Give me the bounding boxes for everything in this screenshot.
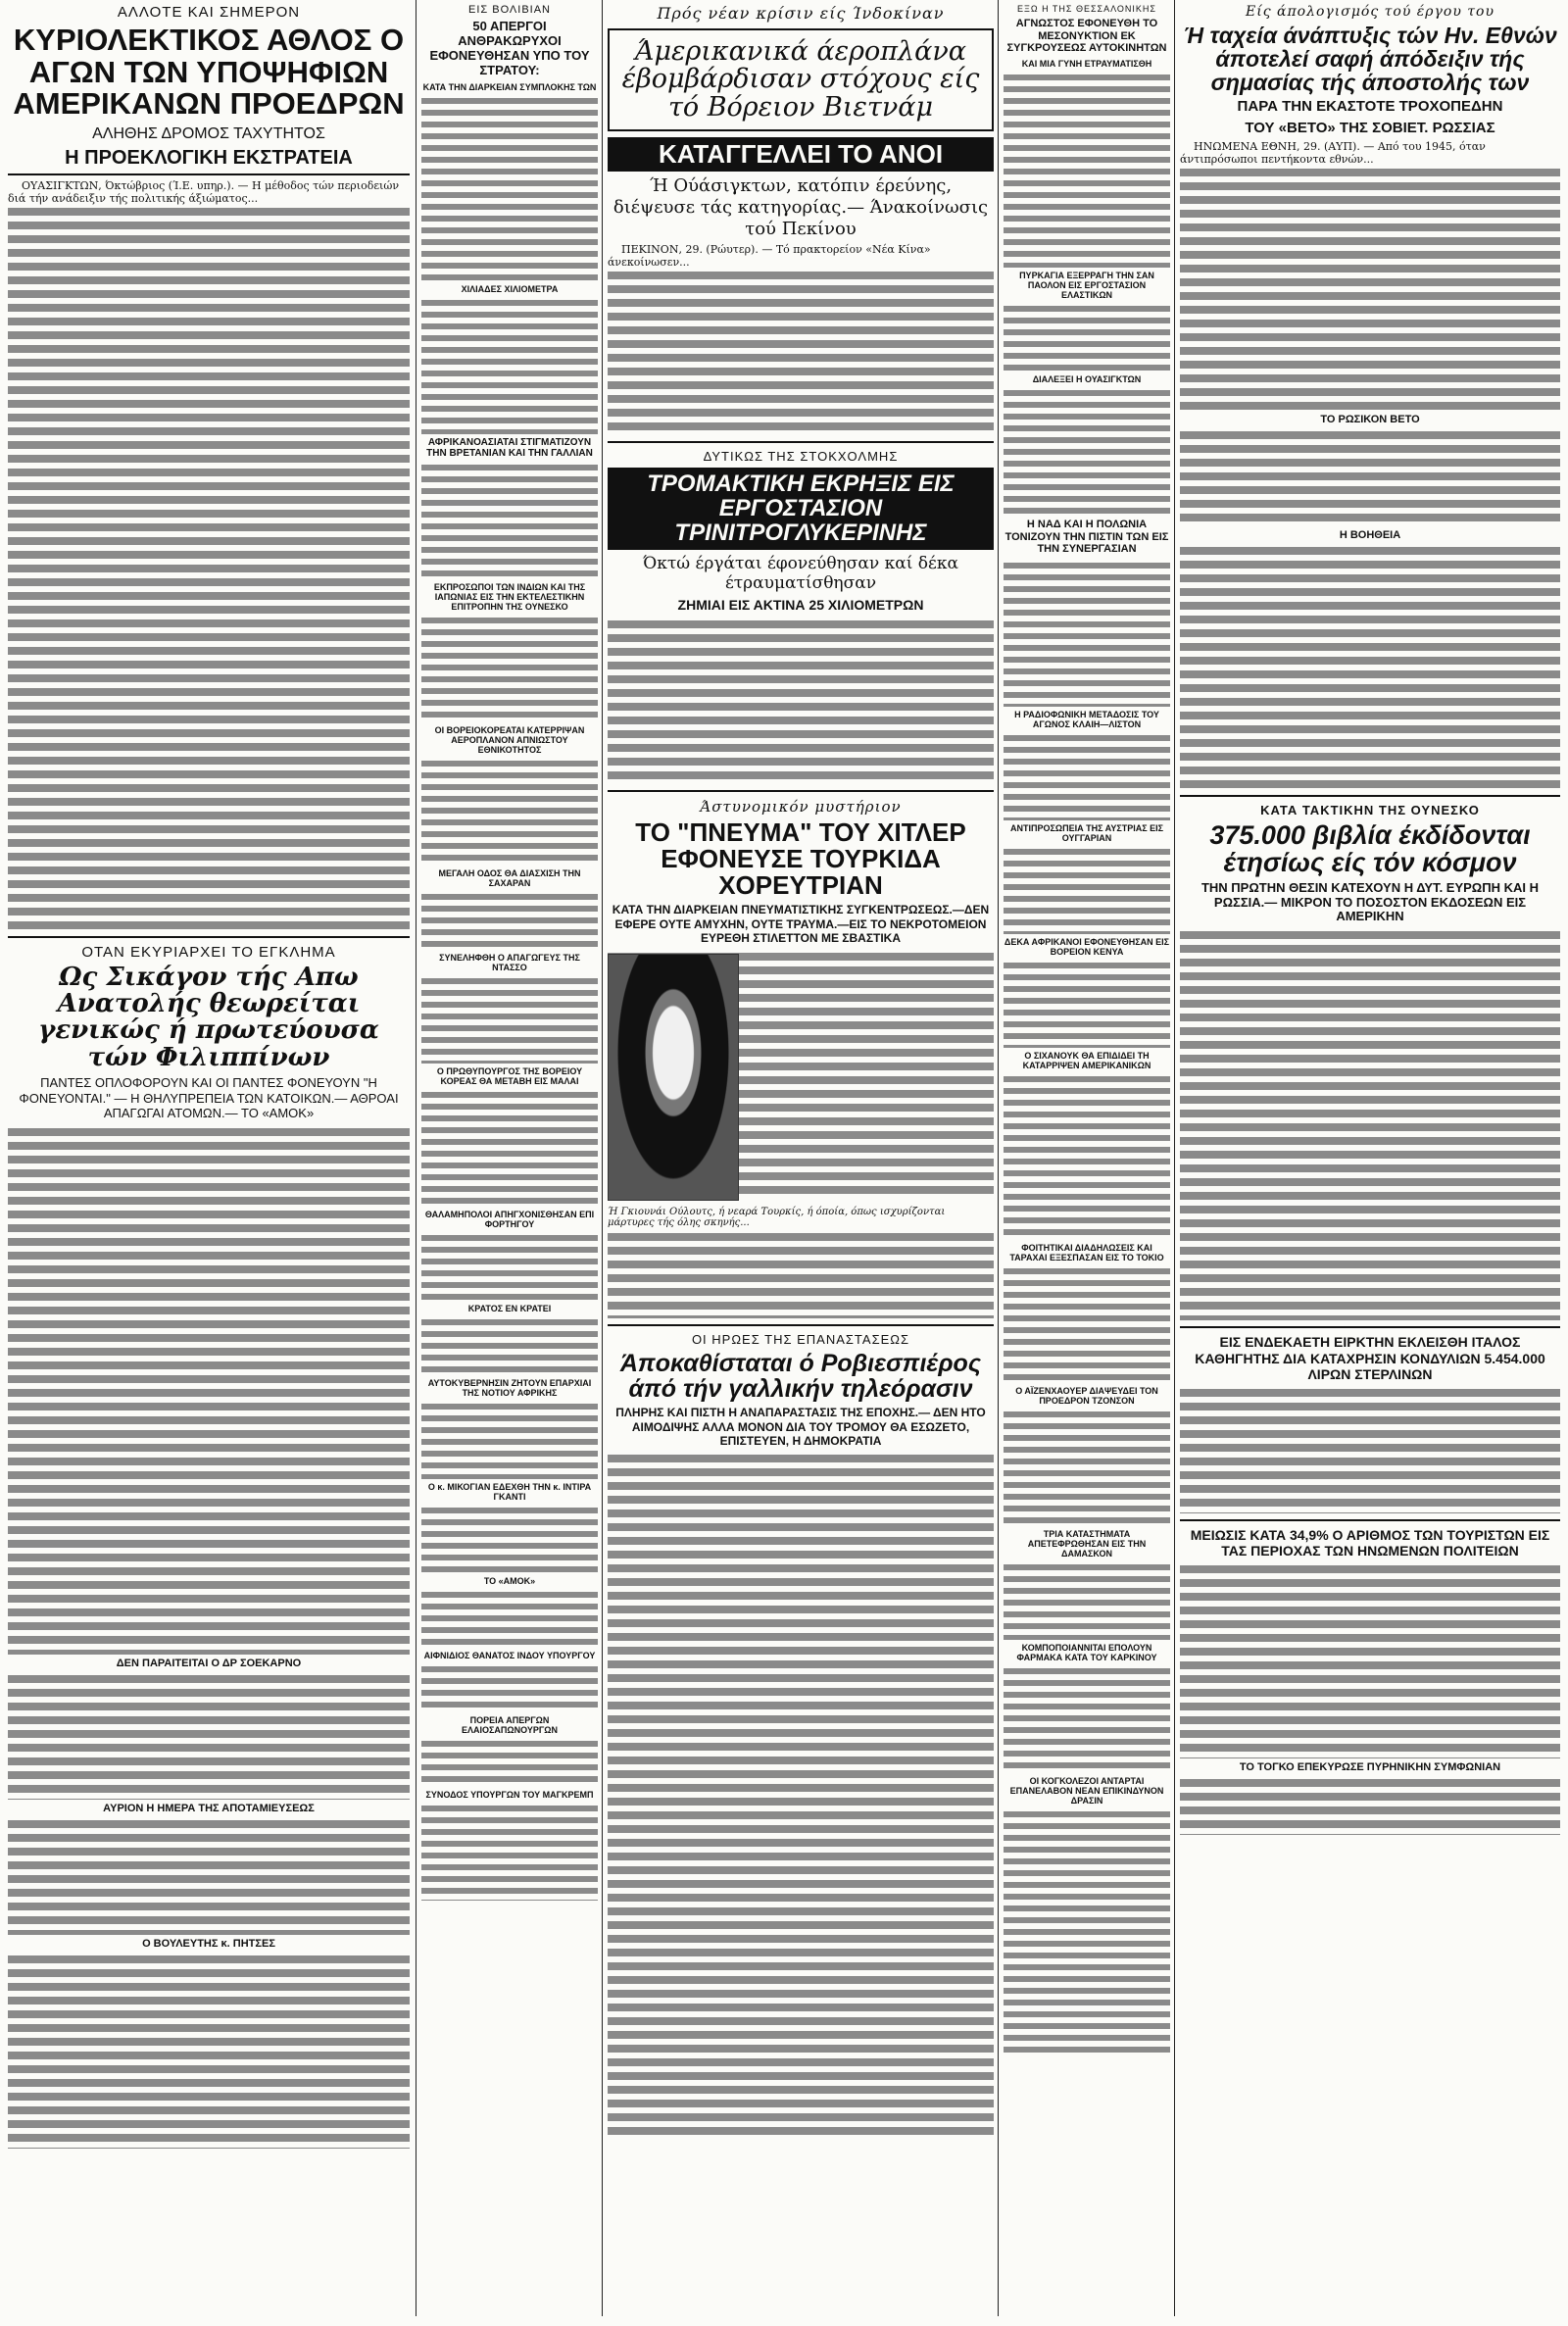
column-1 [8,0,410,2316]
subheadline: Η ΠΡΟΕΚΛΟΓΙΚΗ ΕΚΣΤΡΑΤΕΙΑ [8,147,410,175]
article-body [1004,846,1170,934]
subheadline: Η ΡΑΔΙΟΦΩΝΙΚΗ ΜΕΤΑΔΟΣΙΣ ΤΟΥ ΑΓΩΝΟΣ ΚΛΑΙΗ—ΛΙΣΤΟΝ [1014,709,1159,729]
subheadline: Ο ΒΟΥΛΕΥΤΗΣ κ. ΠΗΤΣΕΣ [142,1937,275,1950]
article-body [421,758,598,866]
headline-italian-professor: ΕΙΣ ΕΝΔΕΚΑΕΤΗ ΕΙΡΚΤΗΝ ΕΚΛΕΙΣΘΗ ΙΤΑΛΟΣ ΚΑΘΗΓΗΤΗΣ ΔΙΑ ΚΑΤΑΧΡΗΣΙΝ ΚΟΝΔΥΛΙΩΝ 5.454.000 ΛΙΡΩΝ ΣΤΕΡΛΙΝΩΝ [1195,1334,1545,1382]
subheadline: ΠΥΡΚΑΓΙΑ ΕΞΕΡΡΑΓΗ ΤΗΝ ΣΑΝ ΠΑΟΛΟΝ ΕΙΣ ΕΡΓΟΣΤΑΣΙΟΝ ΕΛΑΣΤΙΚΩΝ [1019,270,1154,300]
dateline: ΠΕΚΙΝΟΝ, 29. (Ρώυτερ). — Τό πρακτορείον «Νέα Κίνα» άνεκοίνωσεν... [608,243,931,270]
kicker: Πρός νέαν κρίσιν είς Ίνδοκίναν [657,4,945,23]
subheadline: ΔΙΑΛΕΞΕΙ Η ΟΥΑΣΙΓΚΤΩΝ [1032,373,1142,384]
subheadline: ΠΑΝΤΕΣ ΟΠΛΟΦΟΡΟΥΝ ΚΑΙ ΟΙ ΠΑΝΤΕΣ ΦΟΝΕΥΟΥΝ "Η ΦΟΝΕΥΟΝΤΑΙ." — Η ΘΗΛΥΠΡΕΠΕΙΑ ΤΩΝ ΚΑΤΟΙΚΩΝ.— ΑΘΡΟΑΙ ΑΠΑΓΩΓΑΙ ΑΤΟΜΩΝ.— ΤΟ «ΑΜΟΚ» [19,1075,399,1121]
subheadline: ΚΑΤΑ ΤΗΝ ΔΙΑΡΚΕΙΑΝ ΣΥΜΠΛΟΚΗΣ ΤΩΝ [422,81,597,92]
photo-caption: Ή Γκιουνάι Ούλουτς, ή νεαρά Τουρκίς, ή όποία, όπως ισχυρίζονται μάρτυρες τής όλης σκηνής... [608,1206,946,1228]
article-body [8,1672,410,1800]
headline-bolivia: 50 ΑΠΕΡΓΟΙ ΑΝΘΡΑΚΩΡΥΧΟΙ ΕΦΟΝΕΥΘΗΣΑΝ ΥΠΟ ΤΟΥ ΣΤΡΑΤΟΥ: [429,19,590,77]
subheadline: ΤΗΝ ΠΡΩΤΗΝ ΘΕΣΙΝ ΚΑΤΕΧΟΥΝ Η ΔΥΤ. ΕΥΡΩΠΗ ΚΑΙ Η ΡΩΣΣΙΑ.— ΜΙΚΡΟΝ ΤΟ ΠΟΣΟΣΤΟΝ ΕΚΔΟΣΕΩΝ ΕΙΣ ΑΜΕΡΙΚΗΝ [1200,879,1540,924]
article-body [421,95,598,281]
headline-robespierre: Άποκαθίσταται ό Ροβιεσπιέρος άπό τήν γαλλικήν τηλεόρασιν [619,1349,982,1403]
article-body [608,618,994,784]
headline-presidential-race: ΚΥΡΙΟΛΕΚΤΙΚΟΣ ΑΘΛΟΣ Ο ΑΓΩΝ ΤΩΝ ΥΠΟΨΗΦΙΩΝ ΑΜΕΡΙΚΑΝΩΝ ΠΡΟΕΔΡΩΝ [13,23,405,122]
article-body [421,1232,598,1301]
subheadline: ΑΛΗΘΗΣ ΔΡΟΜΟΣ ΤΑΧΥΤΗΤΟΣ [92,124,325,142]
subheadline: ΚΟΜΠΟΠΟΙΑΝΝΙΤΑΙ ΕΠΟΛΟΥΝ ΦΑΡΜΑΚΑ ΚΑΤΑ ΤΟΥ ΚΑΡΚΙΝΟΥ [1016,1642,1157,1662]
column-4 [1004,0,1170,2316]
article-body [421,975,598,1064]
column-3 [608,0,994,2316]
subheadline: ΟΙ ΚΟΓΚΟΛΕΖΟΙ ΑΝΤΑΡΤΑΙ ΕΠΑΝΕΛΑΒΟΝ ΝΕΑΝ ΕΠΙΚΙΝΔΥΝΟΝ ΔΡΑΣΙΝ [1009,1775,1164,1806]
article-body [421,297,598,434]
subheadline: ΕΚΠΡΟΣΩΠΟΙ ΤΩΝ ΙΝΔΙΩΝ ΚΑΙ ΤΗΣ ΙΑΠΩΝΙΑΣ ΕΙΣ ΤΗΝ ΕΚΤΕΛΕΣΤΙΚΗΝ ΕΠΙΤΡΟΠΗΝ ΤΗΣ ΟΥΝΕΣΚΟ [433,581,586,612]
headline-united-nations: Ή ταχεία άνάπτυξις τών Ην. Εθνών άποτελεί σαφή άπόδειξιν τής σημασίας τής άποστολής των [1183,23,1557,96]
article-body [421,462,598,579]
article-body [1180,1562,1560,1758]
headline-box [608,28,994,131]
subheadline: ΤΟΥ «ΒΕΤΟ» ΤΗΣ ΣΟΒΙΕΤ. ΡΩΣΣΙΑΣ [1245,119,1495,136]
subheadline: ΚΡΑΤΟΣ ΕΝ ΚΡΑΤΕΙ [467,1303,552,1313]
article-body [1004,72,1170,268]
subheadline: ΤΟ ΡΩΣΙΚΟΝ ΒΕΤΟ [1320,413,1420,425]
dateline: ΗΝΩΜΕΝΑ ΕΘΝΗ, 29. (ΑΥΠ). — Από του 1945, όταν άντιπρόσωποι πεντήκοντα εθνών... [1180,139,1486,166]
article-body [8,1953,410,2149]
article-body [1004,1073,1170,1240]
article-body [608,1230,994,1318]
article-body [8,1817,410,1935]
subheadline: Ο ΠΡΩΘΥΠΟΥΡΓΟΣ ΤΗΣ ΒΟΡΕΙΟΥ ΚΟΡΕΑΣ ΘΑ ΜΕΤΑΒΗ ΕΙΣ ΜΑΛΑΙ [436,1065,583,1086]
kicker: ΑΛΛΟΤΕ ΚΑΙ ΣΗΜΕΡΟΝ [117,4,301,21]
subheadline: Η ΒΟΗΘΕΙΑ [1339,528,1401,541]
article-body [1004,303,1170,371]
article-body [1004,1409,1170,1526]
article-body [1004,732,1170,820]
article-body [1180,928,1560,1320]
article-body [421,1316,598,1375]
dancer-photo [608,954,739,1201]
headline-hanoi: ΚΑΤΑΓΓΕΛΛΕΙ ΤΟ ΑΝΟΙ [608,137,994,172]
subheadline: ΦΟΙΤΗΤΙΚΑΙ ΔΙΑΔΗΛΩΣΕΙΣ ΚΑΙ ΤΑΡΑΧΑΙ ΕΞΕΣΠΑΣΑΝ ΕΙΣ ΤΟ ΤΟΚΙΟ [1009,1242,1164,1262]
subheadline: Ή Ούάσιγκτων, κατόπιν έρεύνης, διέψευσε τάς κατηγορίας.— Άνακοίνωσις τού Πεκίνου [612,175,989,239]
subheadline: Ο ΣΙΧΑΝΟΥΚ ΘΑ ΕΠΙΔΙΔΕΙ ΤΗ ΚΑΤΑΡΡΙΨΕΝ ΑΜΕΡΙΚΑΝΙΚΩΝ [1022,1050,1152,1070]
article-body [421,1663,598,1712]
subheadline: ΔΕΚΑ ΑΦΡΙΚΑΝΟΙ ΕΦΟΝΕΥΘΗΣΑΝ ΕΙΣ ΒΟΡΕΙΟΝ ΚΕΝΥΑ [1004,936,1170,957]
headline-explosion: ΤΡΟΜΑΚΤΙΚΗ ΕΚΡΗΞΙΣ ΕΙΣ ΕΡΓΟΣΤΑΣΙΟΝ ΤΡΙΝΙΤΡΟΓΛΥΚΕΡΙΝΗΣ [608,468,994,550]
subheadline: ΟΙ ΒΟΡΕΙΟΚΟΡΕΑΤΑΙ ΚΑΤΕΡΡΙΨΑΝ ΑΕΡΟΠΛΑΝΟΝ ΑΠΝΙΩΣΤΟΥ ΕΘΝΙΚΟΤΗΤΟΣ [434,724,585,755]
article-body [1180,544,1560,789]
kicker: ΕΙΣ ΒΟΛΙΒΙΑΝ [467,4,552,16]
headline-hitler-spirit: ΤΟ "ΠΝΕΥΜΑ" ΤΟΥ ΧΙΤΛΕΡ ΕΦΟΝΕΥΣΕ ΤΟΥΡΚΙΔΑ ΧΟΡΕΥΤΡΙΑΝ [635,817,966,901]
article-body [421,891,598,950]
headline-vietnam: Άμερικανικά άεροπλάνα έβομβάρδισαν στόχους είς τό Βόρειον Βιετνάμ [621,36,980,123]
subheadline: ΑΥΡΙΟΝ Η ΗΜΕΡΑ ΤΗΣ ΑΠΟΤΑΜΙΕΥΣΕΩΣ [103,1802,315,1814]
article-body [1004,387,1170,515]
subheadline: ΧΙΛΙΑΔΕΣ ΧΙΛΙΟΜΕΤΡΑ [461,283,559,294]
headline-tourists: ΜΕΙΩΣΙΣ ΚΑΤΑ 34,9% Ο ΑΡΙΘΜΟΣ ΤΩΝ ΤΟΥΡΙΣΤΩΝ ΕΙΣ ΤΑΣ ΠΕΡΙΟΧΑΣ ΤΩΝ ΗΝΩΜΕΝΩΝ ΠΟΛΙΤΕΙΩΝ [1190,1526,1550,1559]
subheadline: ΖΗΜΙΑΙ ΕΙΣ ΑΚΤΙΝΑ 25 ΧΙΛΙΟΜΕΤΡΩΝ [677,597,924,614]
article-body [1180,1386,1560,1513]
article-body [421,1089,598,1207]
subheadline: ΤΟ ΤΟΓΚΟ ΕΠΕΚΥΡΩΣΕ ΠΥΡΗΝΙΚΗΝ ΣΥΜΦΩΝΙΑΝ [1239,1760,1501,1773]
subheadline: ΑΝΤΙΠΡΟΣΩΠΕΙΑ ΤΗΣ ΑΥΣΤΡΙΑΣ ΕΙΣ ΟΥΓΓΑΡΙΑΝ [1009,822,1164,843]
headline-accident: ΑΓΝΩΣΤΟΣ ΕΦΟΝΕΥΘΗ ΤΟ ΜΕΣΟΝΥΚΤΙΟΝ ΕΚ ΣΥΓΚΡΟΥΣΕΩΣ ΑΥΤΟΚΙΝΗΤΩΝ [1006,18,1167,55]
article-body [421,1589,598,1648]
subheadline: ΠΛΗΡΗΣ ΚΑΙ ΠΙΣΤΗ Η ΑΝΑΠΑΡΑΣΤΑΣΙΣ ΤΗΣ ΕΠΟΧΗΣ.— ΔΕΝ ΗΤΟ ΑΙΜΟΔΙΨΗΣ ΑΛΛΑ ΜΟΝΟΝ ΔΙΑ ΤΟΥ ΤΡΟΜΟΥ ΘΑ ΕΣΩΖΕΤΟ, ΕΠΙΣΤΕΥΕΝ, Η ΔΗΜΟΚΡΑΤΙΑ [615,1406,986,1448]
article-body [1180,428,1560,526]
kicker: Είς άπολογισμός τού έργου του [1246,4,1494,20]
kicker: ΟΤΑΝ ΕΚΥΡΙΑΡΧΕΙ ΤΟ ΕΓΚΛΗΜΑ [81,943,336,961]
kicker: ΔΥΤΙΚΩΣ ΤΗΣ ΣΤΟΚΧΟΛΜΗΣ [703,449,899,465]
headline-books: 375.000 βιβλία έκδίδονται έτησίως είς τόν κόσμον [1209,819,1531,878]
kicker: ΚΑΤΑ ΤΑΚΤΙΚΗΝ ΤΗΣ ΟΥΝΕΣΚΟ [1260,802,1480,817]
subheadline: ΔΕΝ ΠΑΡΑΙΤΕΙΤΑΙ Ο ΔΡ ΣΟΕΚΑΡΝΟ [116,1657,302,1669]
subheadline: ΚΑΤΑ ΤΗΝ ΔΙΑΡΚΕΙΑΝ ΠΝΕΥΜΑΤΙΣΤΙΚΗΣ ΣΥΓΚΕΝΤΡΩΣΕΩΣ.—ΔΕΝ ΕΦΕΡΕ ΟΥΤΕ ΑΜΥΧΗΝ, ΟΥΤΕ ΤΡΑΥΜΑ.—ΕΙΣ ΤΟ ΝΕΚΡΟΤΟΜΕΙΟΝ ΕΥΡΕΘΗ ΣΤΙΛΕΤΤΟΝ ΜΕ ΣΒΑΣΤΙΚΑ [612,903,990,946]
article-body [421,1401,598,1479]
subheadline: ΠΑΡΑ ΤΗΝ ΕΚΑΣΤΟΤΕ ΤΡΟΧΟΠΕΔΗΝ [1237,98,1503,116]
article-body [421,1803,598,1901]
subheadline: ΣΥΝΟΔΟΣ ΥΠΟΥΡΓΩΝ ΤΟΥ ΜΑΓΚΡΕΜΠ [425,1789,594,1800]
subheadline: Ο κ. ΜΙΚΟΓΙΑΝ ΕΔΕΧΘΗ ΤΗΝ κ. ΙΝΤΙΡΑ ΓΚΑΝΤΙ [427,1481,592,1502]
article-body [421,1738,598,1787]
article-body [608,269,994,435]
subheadline: ΣΥΝΕΛΗΦΘΗ Ο ΑΠΑΓΩΓΕΥΣ ΤΗΣ ΝΤΑΣΣΟ [439,952,580,972]
column-5 [1180,0,1560,2316]
subheadline: ΤΟ «ΑΜΟΚ» [483,1575,536,1586]
subheadline: ΤΡΙΑ ΚΑΤΑΣΤΗΜΑΤΑ ΑΠΕΤΕΦΡΩΘΗΣΑΝ ΕΙΣ ΤΗΝ ΔΑΜΑΣΚΟΝ [1027,1528,1147,1559]
subheadline: ΠΟΡΕΙΑ ΑΠΕΡΓΩΝ ΕΛΑΙΟΣΑΠΩΝΟΥΡΓΩΝ [461,1714,558,1735]
subheadline: Ο ΑΪΖΕΝΧΑΟΥΕΡ ΔΙΑΨΕΥΔΕΙ ΤΟΝ ΠΡΟΕΔΡΟΝ ΤΖΟΝΣΟΝ [1015,1385,1158,1406]
kicker: ΟΙ ΗΡΩΕΣ ΤΗΣ ΕΠΑΝΑΣΤΑΣΕΩΣ [691,1331,910,1347]
article-body [1180,166,1560,411]
subheadline: Όκτώ έργάται έφονεύθησαν καί δέκα έτραυματίσθησαν [643,553,958,594]
headline-manila: Ως Σικάγον τής Απω Ανατολής θεωρείται γενικώς ή πρωτεύουσα τών Φιλιππίνων [38,962,379,1072]
kicker: Άστυνομικόν μυστήριον [700,797,902,816]
article-body [1004,960,1170,1048]
subheadline: ΜΕΓΑΛΗ ΟΔΟΣ ΘΑ ΔΙΑΣΧΙΣΗ ΤΗΝ ΣΑΧΑΡΑΝ [438,867,581,888]
article-body [1180,1776,1560,1835]
dateline: ΟΥΑΣΙΓΚΤΩΝ, Όκτώβριος (Ί.Ε. υπηρ.). — Η μέθοδος τών περιοδειών διά τήν ανάδειξιν τής πολιτικής άξιώματος... [8,178,399,205]
article-body [421,1505,598,1573]
subheadline: ΑΥΤΟΚΥΒΕΡΝΗΣΙΝ ΖΗΤΟΥΝ ΕΠΑΡΧΙΑΙ ΤΗΣ ΝΟΤΙΟΥ ΑΦΡΙΚΗΣ [427,1377,592,1398]
subheadline: ΘΑΛΑΜΗΠΟΛΟΙ ΑΠΗΓΧΟΝΙΣΘΗΣΑΝ ΕΠΙ ΦΟΡΤΗΓΟΥ [424,1209,595,1229]
article-body [8,205,410,930]
article-body [1004,560,1170,707]
subheadline: ΑΦΡΙΚΑΝΟΑΣΙΑΤΑΙ ΣΤΙΓΜΑΤΙΖΟΥΝ ΤΗΝ ΒΡΕΤΑΝΙΑΝ ΚΑΙ ΤΗΝ ΓΑΛΛΙΑΝ [426,436,593,459]
article-body [1004,1561,1170,1640]
article-body [421,615,598,722]
article-body [1004,1665,1170,1773]
article-body [1004,1265,1170,1383]
subheadline: ΚΑΙ ΜΙΑ ΓΥΝΗ ΕΤΡΑΥΜΑΤΙΣΘΗ [1021,58,1152,69]
column-2 [421,0,598,2316]
article-body [1004,1808,1170,2054]
article-body [8,1125,410,1655]
article-body [608,1452,994,2138]
kicker: ΕΞΩ Η ΤΗΣ ΘΕΣΣΑΛΟΝΙΚΗΣ [1016,4,1156,14]
subheadline: ΑΙΦΝΙΔΙΟΣ ΘΑΝΑΤΟΣ ΙΝΔΟΥ ΥΠΟΥΡΓΟΥ [423,1650,596,1660]
headline-poland: Η ΝΑΔ ΚΑΙ Η ΠΟΛΩΝΙΑ ΤΟΝΙΖΟΥΝ ΤΗΝ ΠΙΣΤΙΝ ΤΩΝ ΕΙΣ ΤΗΝ ΣΥΝΕΡΓΑΣΙΑΝ [1004,518,1169,556]
